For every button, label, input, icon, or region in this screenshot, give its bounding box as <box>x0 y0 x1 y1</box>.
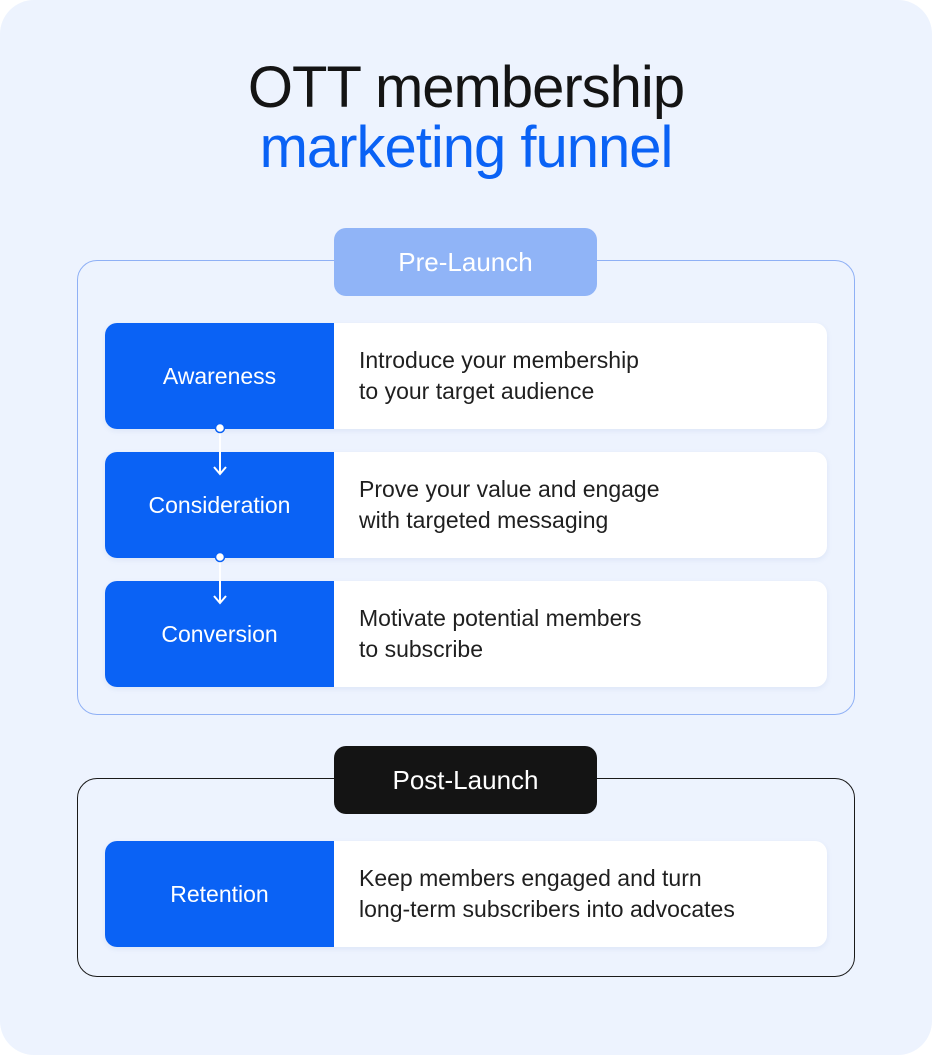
stage-label-conversion: Conversion <box>105 581 334 687</box>
flow-arrow-icon <box>205 422 235 482</box>
description-line: Prove your value and engage <box>359 476 660 502</box>
description-line: Keep members engaged and turn <box>359 865 702 891</box>
stage-description-awareness <box>359 323 817 429</box>
description-line: long-term subscribers into advocates <box>359 896 735 922</box>
flow-arrow-icon <box>205 551 235 611</box>
post-launch-badge: Post-Launch <box>334 746 597 814</box>
description-line: to subscribe <box>359 636 484 662</box>
title-line-2: marketing funnel <box>259 115 673 180</box>
stage-description-conversion <box>359 581 817 687</box>
stage-label-awareness: Awareness <box>105 323 334 429</box>
stage-label-consideration: Consideration <box>105 452 334 558</box>
stage-row-retention <box>105 841 827 947</box>
description-line: with targeted messaging <box>359 507 609 533</box>
stage-label-retention: Retention <box>105 841 334 947</box>
title-line-1: OTT membership <box>247 55 685 120</box>
description-line: Introduce your membership <box>359 347 639 373</box>
stage-row-awareness <box>105 323 827 429</box>
stage-description-retention <box>359 841 817 947</box>
stage-description-consideration <box>359 452 817 558</box>
description-line: Motivate potential members <box>359 605 642 631</box>
pre-launch-badge: Pre-Launch <box>334 228 597 296</box>
description-line: to your target audience <box>359 378 595 404</box>
